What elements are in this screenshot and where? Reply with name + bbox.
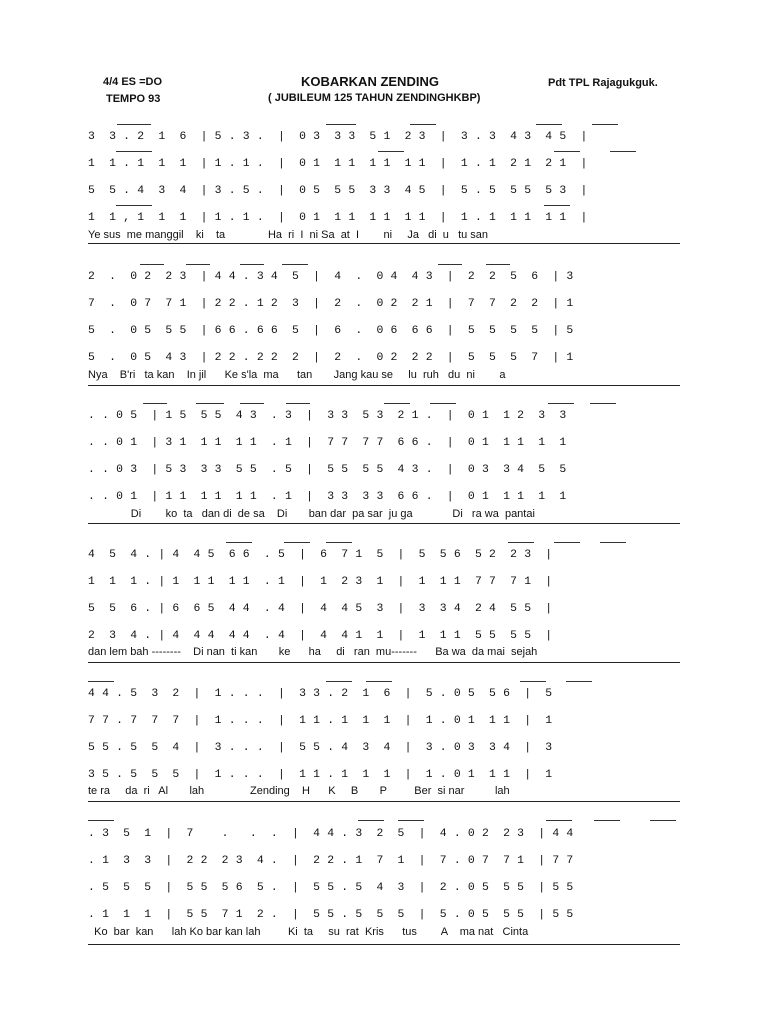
system-divider <box>88 944 680 945</box>
voice-tenor: 5 5 . 4 3 4 | 3 . 5 . | 0 5 5 5 3 3 4 5 | 5 . 5 5 5 5 3 | <box>88 185 588 197</box>
voice-tenor: 5 . 0 5 5 5 | 6 6 . 6 6 5 | 6 . 0 6 6 6 | 5 5 5 5 | 5 <box>88 325 574 337</box>
voice-soprano: 3 3 . 2 1 6 | 5 . 3 . | 0 3 3 3 5 1 2 3 | 3 . 3 4 3 4 5 | <box>88 131 588 143</box>
voice-bass: 1 1 , 1 1 1 | 1 . 1 . | 0 1 1 1 1 1 1 1 | 1 . 1 1 1 1 1 | <box>88 212 588 224</box>
lyric-line: Ko bar kan lah Ko bar kan lah Ki ta su rat Kris tus A ma nat Cinta <box>88 926 529 938</box>
voice-bass: 2 3 4 . | 4 4 4 4 4 . 4 | 4 4 1 1 | 1 1 1 5 5 5 5 | <box>88 630 553 642</box>
system-divider <box>88 385 680 386</box>
voice-alto: 1 1 . 1 1 1 | 1 . 1 . | 0 1 1 1 1 1 1 1 | 1 . 1 2 1 2 1 | <box>88 158 588 170</box>
lyric-line: te ra da ri Al lah Zending H K B P Ber si nar lah <box>88 785 510 797</box>
lyric-line: Ye sus me manggil ki ta Ha ri I ni Sa at I ni Ja di u tu san <box>88 229 489 241</box>
voice-alto: 7 7 . 7 7 7 | 1 . . . | 1 1 . 1 1 1 | 1 . 0 1 1 1 | 1 <box>88 715 553 727</box>
voice-tenor: . . 0 3 | 5 3 3 3 5 5 . 5 | 5 5 5 5 4 3 . | 0 3 3 4 5 5 <box>88 464 567 476</box>
voice-alto: . . 0 1 | 3 1 1 1 1 1 . 1 | 7 7 7 7 6 6 . | 0 1 1 1 1 1 <box>88 437 567 449</box>
voice-bass: 3 5 . 5 5 5 | 1 . . . | 1 1 . 1 1 1 | 1 . 0 1 1 1 | 1 <box>88 769 553 781</box>
voice-soprano: 4 4 . 5 3 2 | 1 . . . | 3 3 . 2 1 6 | 5 . 0 5 5 6 | 5 <box>88 688 553 700</box>
voice-soprano: . . 0 5 | 1 5 5 5 4 3 . 3 | 3 3 5 3 2 1 . | 0 1 1 2 3 3 <box>88 410 567 422</box>
lyric-line: Nya B'ri ta kan In jil Ke s'la ma tan Jang kau se lu ruh du ni a <box>88 369 506 381</box>
tempo: TEMPO 93 <box>106 93 161 105</box>
system-divider <box>88 662 680 663</box>
voice-bass: . 1 1 1 | 5 5 7 1 2 . | 5 5 . 5 5 5 | 5 . 0 5 5 5 | 5 5 <box>88 909 574 921</box>
voice-soprano: 2 . 0 2 2 3 | 4 4 . 3 4 5 | 4 . 0 4 4 3 | 2 2 5 6 | 3 <box>88 271 574 283</box>
lyric-line: Di ko ta dan di de sa Di ban dar pa sar ju ga Di ra wa pantai <box>88 508 535 520</box>
lyric-line: dan lem bah -------- Di nan ti kan ke ha di ran mu------- Ba wa da mai sejah <box>88 646 538 658</box>
system-divider <box>88 523 680 524</box>
song-subtitle: ( JUBILEUM 125 TAHUN ZENDINGHKBP) <box>268 92 481 104</box>
author: Pdt TPL Rajagukguk. <box>548 77 658 89</box>
voice-alto: 7 . 0 7 7 1 | 2 2 . 1 2 3 | 2 . 0 2 2 1 | 7 7 2 2 | 1 <box>88 298 574 310</box>
voice-bass: . . 0 1 | 1 1 1 1 1 1 . 1 | 3 3 3 3 6 6 . | 0 1 1 1 1 1 <box>88 491 567 503</box>
voice-tenor: 5 5 6 . | 6 6 5 4 4 . 4 | 4 4 5 3 | 3 3 4 2 4 5 5 | <box>88 603 553 615</box>
meter-key: 4/4 ES =DO <box>103 76 163 88</box>
voice-tenor: 5 5 . 5 5 4 | 3 . . . | 5 5 . 4 3 4 | 3 . 0 3 3 4 | 3 <box>88 742 553 754</box>
voice-bass: 5 . 0 5 4 3 | 2 2 . 2 2 2 | 2 . 0 2 2 2 | 5 5 5 7 | 1 <box>88 352 574 364</box>
voice-alto: 1 1 1 . | 1 1 1 1 1 . 1 | 1 2 3 1 | 1 1 1 7 7 7 1 | <box>88 576 553 588</box>
voice-soprano: . 3 5 1 | 7 . . . | 4 4 . 3 2 5 | 4 . 0 2 2 3 | 4 4 <box>88 828 574 840</box>
voice-soprano: 4 5 4 . | 4 4 5 6 6 . 5 | 6 7 1 5 | 5 5 6 5 2 2 3 | <box>88 549 553 561</box>
voice-tenor: . 5 5 5 | 5 5 5 6 5 . | 5 5 . 5 4 3 | 2 . 0 5 5 5 | 5 5 <box>88 882 574 894</box>
system-divider <box>88 243 680 244</box>
system-divider <box>88 801 680 802</box>
voice-alto: . 1 3 3 | 2 2 2 3 4 . | 2 2 . 1 7 1 | 7 . 0 7 7 1 | 7 7 <box>88 855 574 867</box>
song-title: KOBARKAN ZENDING <box>301 74 439 89</box>
